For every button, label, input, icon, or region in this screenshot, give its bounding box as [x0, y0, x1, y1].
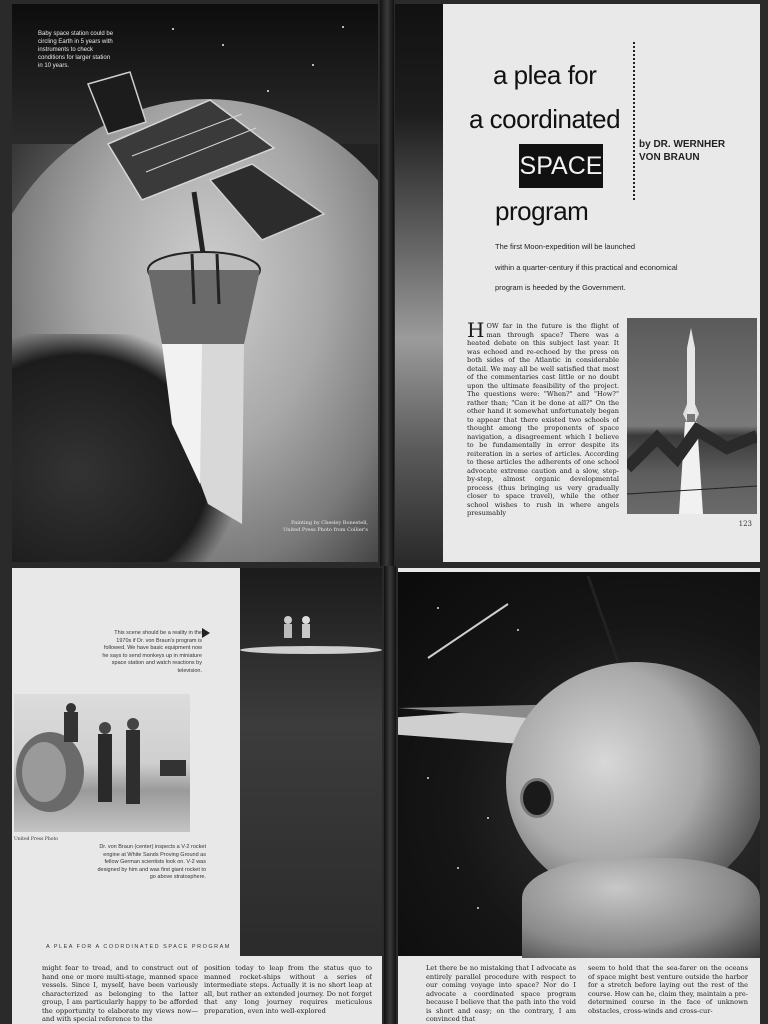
arrow-right-icon [202, 628, 210, 638]
painting-credit-line2: United Press Photo from Collier's [283, 527, 368, 533]
bottom-left-column-1: might fear to tread, and to construct out of hand one or more multi-stage, manned space vessels. Since I, myself, have been variously characterized as belonging to the latter group, I am particularly happy to be afforded the opportunity to elaborate my views now—and with special reference to the [42, 964, 198, 1023]
photo-credit: United Press Photo [14, 837, 58, 842]
astronaut-suit [522, 858, 760, 958]
article-body-column [467, 322, 619, 522]
page-number: 123 [738, 520, 752, 528]
bottom-spread [0, 566, 768, 1024]
station-caption: Baby space station could be circling Earth in 5 years with instruments to check conditions for larger station in 10 years. [38, 31, 114, 69]
page-gutter [380, 0, 394, 566]
inspection-caption: Dr. von Braun (center) inspects a V-2 rocket engine at White Sands Proving Ground as fellow German scientists look on. V-2 was designed by him and was first giant rocket to go above stratosphere. [97, 844, 206, 880]
title-line-4: program [495, 196, 589, 226]
intro-line-2: within a quarter-century if this practical and economical [495, 263, 678, 272]
dropcap: H [467, 322, 485, 342]
title-line-1: a plea for [493, 60, 597, 90]
monkey-caption: This scene should be a reality in the 1970s if Dr. von Braun's program is followed. We have basic equipment now he says to send monkeys up in miniature space station and watch reactions by television. [102, 630, 202, 674]
bottom-right-column-2: seem to hold that the sea-farer on the oceans of space might best venture outside the harbor for a stretch before laying out the rest of the course. How can he, claim they, maintain a pre-determined course in the face of unknown obstacles, cross-winds and cross-cur- [588, 964, 748, 1015]
rocket-icon [627, 318, 757, 514]
page-gutter [384, 566, 396, 1024]
byline [639, 138, 725, 164]
byline-dotted-rule [633, 42, 635, 200]
title-line-2: a coordinated [469, 104, 621, 134]
title-page [395, 4, 760, 562]
bottom-right-column-1: Let there be no mistaking that I advocate as entirely parallel procedure with respect to our coming voyage into space? Nor do I advocate a coordinated space program because I believe that the path into the void is short and easy; on the contrary, I am convinced that [426, 964, 576, 1023]
space-station-painting-page [12, 4, 378, 562]
astronaut-painting-page [398, 568, 760, 1024]
intro-line-3: program is heeded by the Government. [495, 283, 626, 292]
painting-credit [258, 520, 368, 534]
bottom-left-column-2: position today to leap from the status quo to manned rocket-ships without a series of intermediate steps. Actually it is no short leap at all, but rather an extended journey. Do not forget that any long journey requires meticulous preparation, even into well-explored [204, 964, 372, 1015]
inspection-photo-page [12, 568, 382, 1024]
painting-continuation-strip [395, 4, 443, 562]
space-station-ledge [240, 646, 382, 654]
byline-line2: VON BRAUN [639, 152, 700, 163]
running-head: A PLEA FOR A COORDINATED SPACE PROGRAM [46, 944, 231, 950]
painting-credit-line1: Painting by Chesley Bonestell, [291, 520, 368, 526]
v2-engine-icon [14, 694, 190, 832]
space-station-illustration [12, 4, 378, 562]
helmet-visor [520, 778, 554, 818]
rocket-launch-photo [627, 318, 757, 514]
intro-line-1: The first Moon-expedition will be launched [495, 242, 636, 251]
article-body-text: OW far in the future is the flight of man through space? There was a heated debate on this subject last year. It was echoed and re-echoed by the press on both sides of the Atlantic in considerable detail. We may all be well satisfied that most of the commentaries cast little or no doubt upon the ultimate feasibility of the project. The questions were: "When?" and "How?" rather than; "Can it be done at all?" On the other hand it somewhat unfortunately began to appear that there existed two schools of thought among the proponents of space navigation, a disagreement which I believe to be fundamentally in error despite its reiteration in a series of articles. According to these articles the adherents of one school advocate extreme caution and a slow, step-by-step, almost organic developmental process (thus bringing us very gradually closer to space travel), while the other school wishes to rush in where angels presumably [467, 322, 619, 517]
v2-engine-inspection-photo [14, 694, 190, 832]
title-space-block: SPACE [519, 144, 603, 188]
byline-line1: by DR. WERNHER [639, 139, 726, 150]
monkey-figures-icon [278, 614, 318, 644]
